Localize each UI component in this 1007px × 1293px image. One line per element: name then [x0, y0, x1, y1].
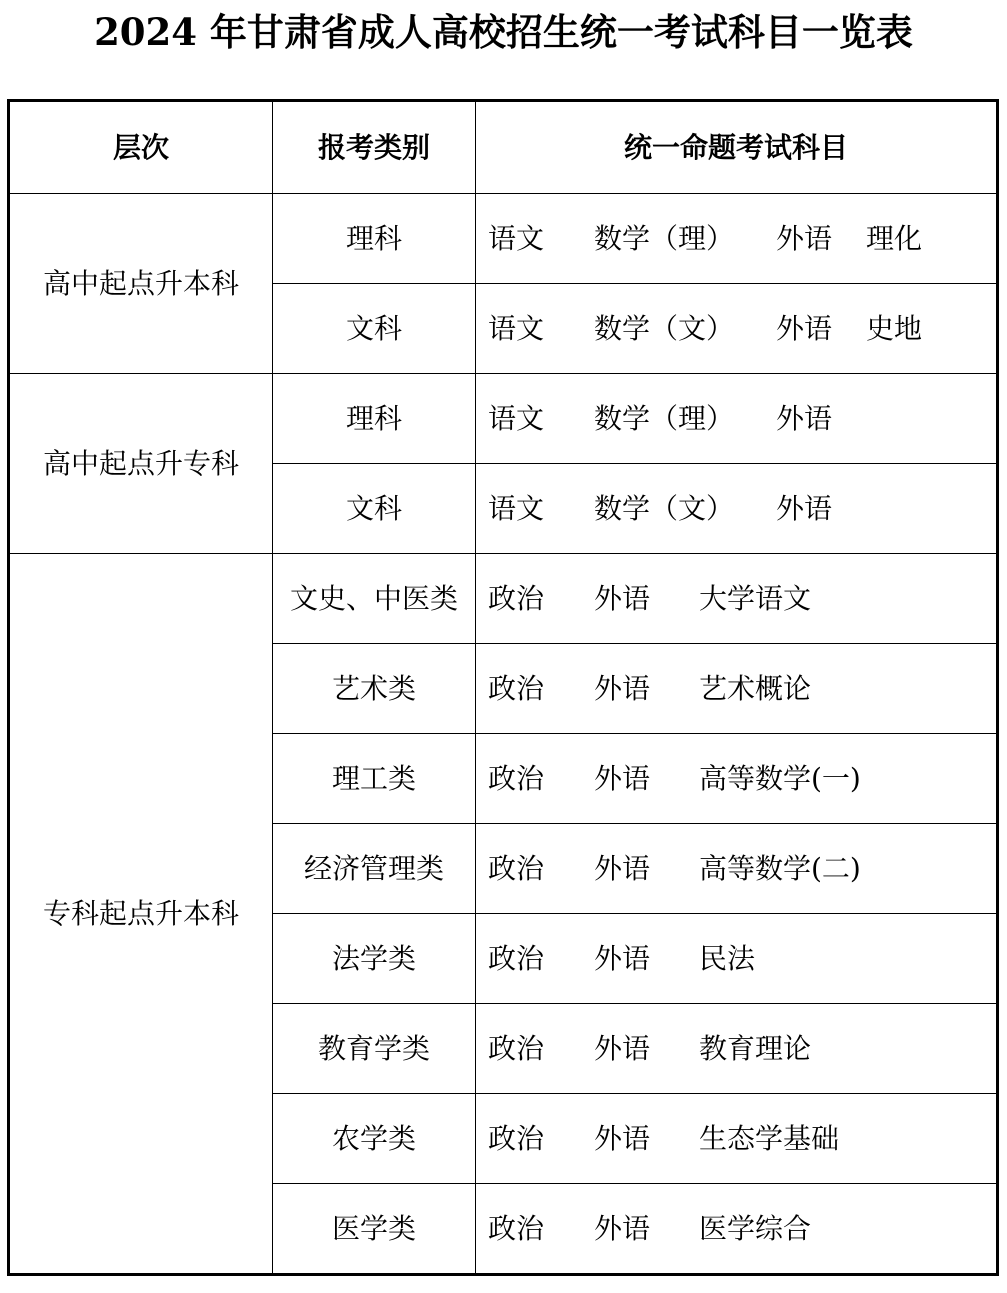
level-cell: 高中起点升本科 — [9, 194, 273, 374]
subject: 外语 — [594, 581, 651, 615]
subject: 高等数学(二) — [699, 851, 861, 885]
subject: 外语 — [776, 221, 833, 255]
category-cell: 艺术类 — [273, 644, 476, 734]
exam-subjects-table — [7, 99, 999, 1276]
level-cell: 专科起点升本科 — [9, 554, 273, 1275]
table-row — [9, 374, 998, 464]
subject: 政治 — [488, 671, 545, 705]
subject: 高等数学(一) — [699, 761, 861, 795]
subject: 史地 — [866, 311, 923, 345]
page-title: 2024 年甘肃省成人高校招生统一考试科目一览表 — [94, 10, 913, 54]
subject: 语文 — [488, 221, 545, 255]
subjects-cell — [476, 644, 998, 734]
header-category: 报考类别 — [273, 101, 476, 194]
subject: 语文 — [488, 491, 545, 525]
header-subjects: 统一命题考试科目 — [476, 101, 998, 194]
category-cell: 理科 — [273, 194, 476, 284]
subject: 教育理论 — [699, 1031, 812, 1065]
subjects-cell — [476, 194, 998, 284]
level-cell: 高中起点升专科 — [9, 374, 273, 554]
subject: 民法 — [699, 941, 756, 975]
category-cell: 文科 — [273, 464, 476, 554]
category-cell: 文史、中医类 — [273, 554, 476, 644]
subject: 大学语文 — [699, 581, 812, 615]
subject: 外语 — [594, 1031, 651, 1065]
table-row — [9, 554, 998, 644]
subjects-cell — [476, 1004, 998, 1094]
subject: 数学（文） — [594, 311, 735, 345]
category-cell: 理工类 — [273, 734, 476, 824]
subject: 政治 — [488, 941, 545, 975]
subjects-cell — [476, 1094, 998, 1184]
subjects-cell — [476, 554, 998, 644]
subjects-cell — [476, 824, 998, 914]
category-cell: 教育学类 — [273, 1004, 476, 1094]
subject: 数学（理） — [594, 221, 735, 255]
category-cell: 医学类 — [273, 1184, 476, 1275]
subject: 政治 — [488, 761, 545, 795]
subject: 艺术概论 — [699, 671, 812, 705]
subject: 理化 — [866, 221, 923, 255]
category-cell: 理科 — [273, 374, 476, 464]
table-row — [9, 194, 998, 284]
subjects-cell — [476, 734, 998, 824]
subjects-cell — [476, 284, 998, 374]
category-cell: 文科 — [273, 284, 476, 374]
subject: 政治 — [488, 1031, 545, 1065]
subject: 政治 — [488, 1211, 545, 1245]
subjects-cell — [476, 464, 998, 554]
table-header-row — [9, 101, 998, 194]
subject: 数学（文） — [594, 491, 735, 525]
subject: 外语 — [594, 1211, 651, 1245]
subject: 外语 — [594, 941, 651, 975]
subject: 外语 — [776, 311, 833, 345]
subject: 生态学基础 — [699, 1121, 840, 1155]
subject: 外语 — [594, 671, 651, 705]
subject: 外语 — [594, 761, 651, 795]
category-cell: 经济管理类 — [273, 824, 476, 914]
subject: 外语 — [776, 491, 833, 525]
subject: 医学综合 — [699, 1211, 812, 1245]
subject: 语文 — [488, 311, 545, 345]
subjects-cell — [476, 914, 998, 1004]
subject: 语文 — [488, 401, 545, 435]
subject: 外语 — [594, 851, 651, 885]
category-cell: 农学类 — [273, 1094, 476, 1184]
subject: 政治 — [488, 851, 545, 885]
subjects-cell — [476, 374, 998, 464]
subjects-cell — [476, 1184, 998, 1275]
subject: 政治 — [488, 1121, 545, 1155]
category-cell: 法学类 — [273, 914, 476, 1004]
subject: 外语 — [776, 401, 833, 435]
subject: 外语 — [594, 1121, 651, 1155]
subject: 政治 — [488, 581, 545, 615]
header-level: 层次 — [9, 101, 273, 194]
subject: 数学（理） — [594, 401, 735, 435]
